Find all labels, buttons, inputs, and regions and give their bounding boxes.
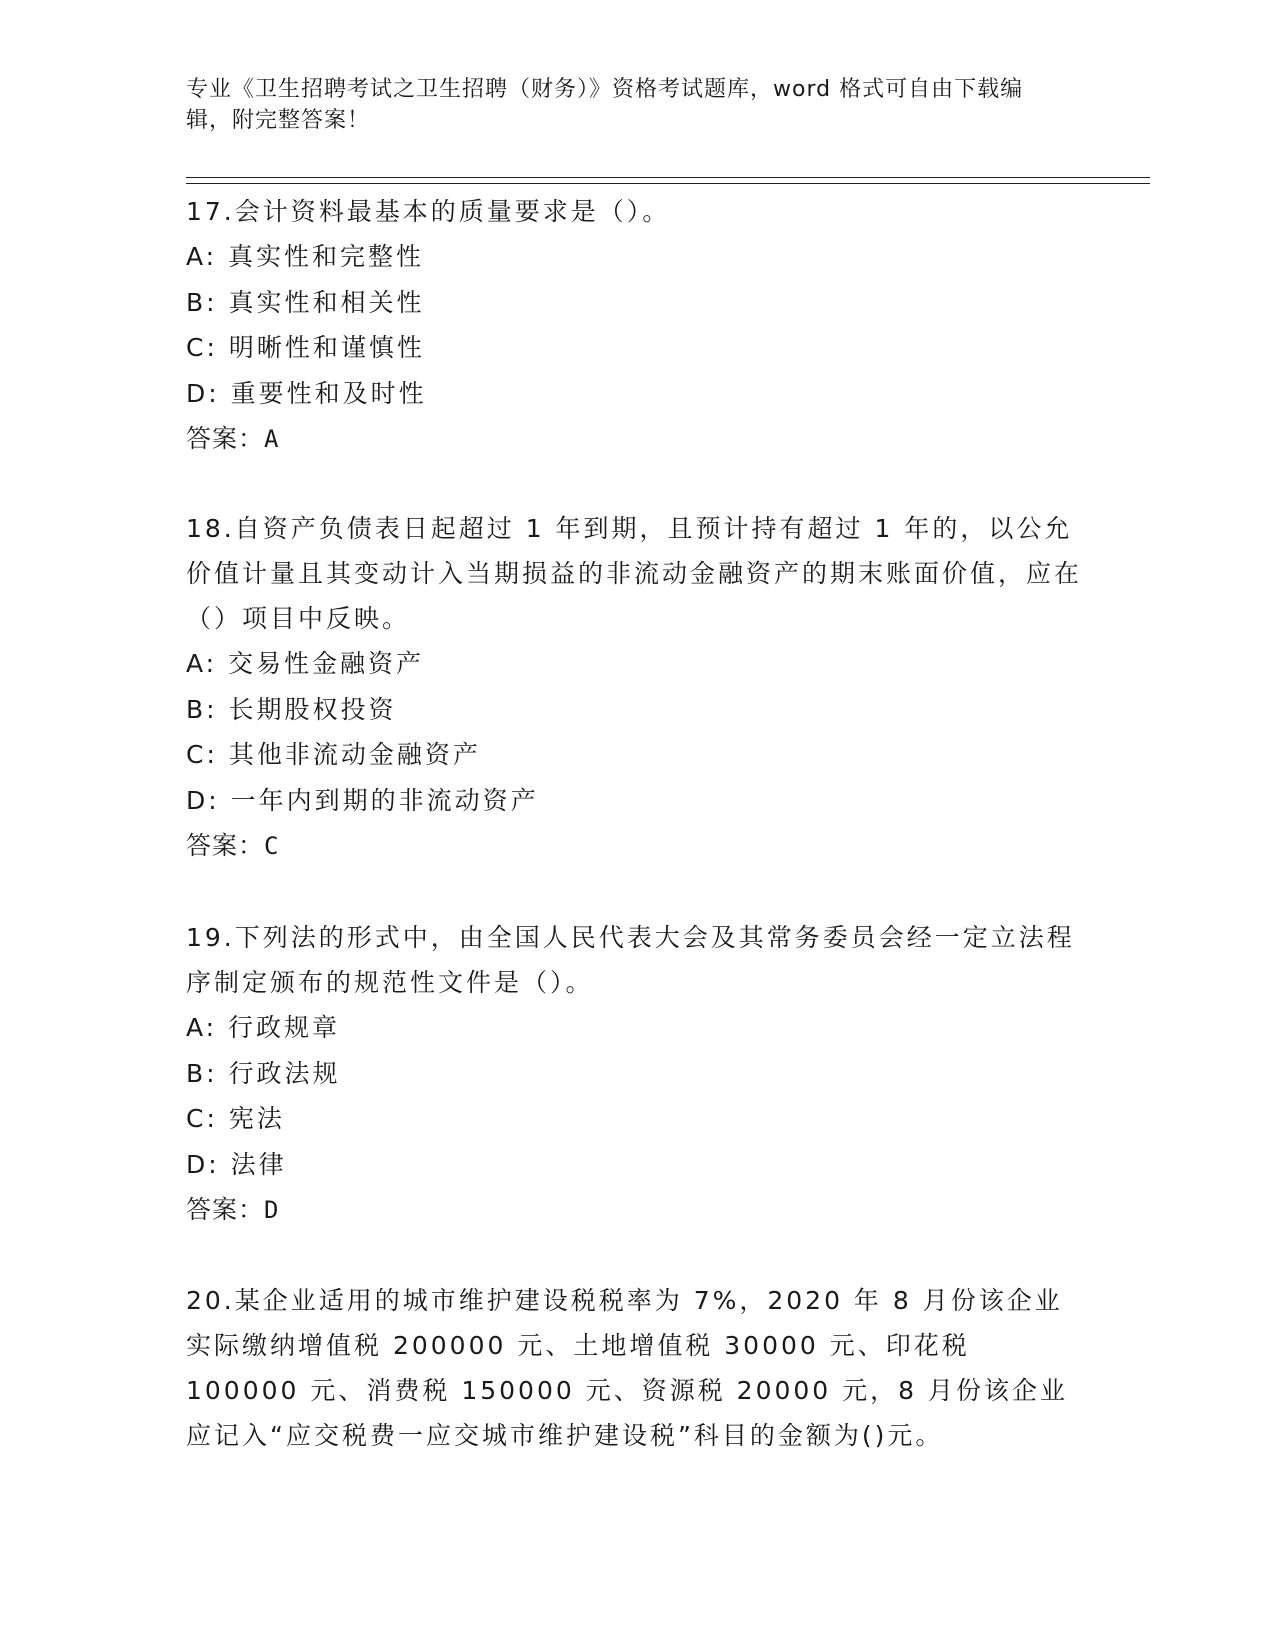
document-header: 专业《卫生招聘考试之卫生招聘（财务）》资格考试题库，word 格式可自由下载编辑，附完整答案！ [186, 77, 1024, 133]
option-a: A: 真实性和完整性 [186, 242, 425, 271]
question-17 [186, 189, 1086, 461]
header-rule-bottom [186, 183, 1150, 184]
option-d: D: 重要性和及时性 [186, 378, 427, 408]
answer-value: D [264, 1196, 279, 1224]
answer-line [186, 416, 1086, 461]
option-a: A: 行政规章 [186, 1013, 341, 1042]
option-c: C: 宪法 [186, 1104, 285, 1133]
option-b: B: 长期股权投资 [186, 694, 397, 724]
question-20 [186, 1278, 1086, 1458]
answer-line [186, 823, 1086, 868]
question-text: 17.会计资料最基本的质量要求是（）。 [186, 197, 671, 226]
answer-label: 答案： [186, 1195, 265, 1224]
question-19 [186, 915, 1086, 1232]
answer-label: 答案： [186, 831, 265, 860]
option-b: B: 真实性和相关性 [186, 287, 425, 317]
option-d: D: 一年内到期的非流动资产 [186, 785, 539, 815]
option-b: B: 行政法规 [186, 1058, 341, 1088]
answer-value: A [264, 425, 279, 453]
option-a: A: 交易性金融资产 [186, 649, 425, 678]
question-18 [186, 506, 1086, 868]
question-text: 20.某企业适用的城市维护建设税税率为 7%，2020 年 8 月份该企业实际缴纳增值税 200000 元、土地增值税 30000 元、印花税 100000 元、消费税 150000 元、资源税 20000 元，8 月份该企业应记入“应交税费一应交城市维护建设税”科目的金额为()元。 [186, 1286, 1068, 1450]
option-d: D: 法律 [186, 1149, 287, 1179]
option-c: C: 明晰性和谨慎性 [186, 333, 425, 362]
answer-value: C [264, 832, 279, 860]
header-rule-top [186, 177, 1150, 178]
question-text: 19.下列法的形式中，由全国人民代表大会及其常务委员会经一定立法程序制定颁布的规范性文件是（）。 [186, 923, 1075, 997]
option-c: C: 其他非流动金融资产 [186, 740, 481, 769]
question-text: 18.自资产负债表日起超过 1 年到期，且预计持有超过 1 年的，以公允价值计量且其变动计入当期损益的非流动金融资产的期末账面价值，应在（）项目中反映。 [186, 514, 1083, 633]
answer-label: 答案： [186, 424, 265, 453]
answer-line [186, 1187, 1086, 1232]
